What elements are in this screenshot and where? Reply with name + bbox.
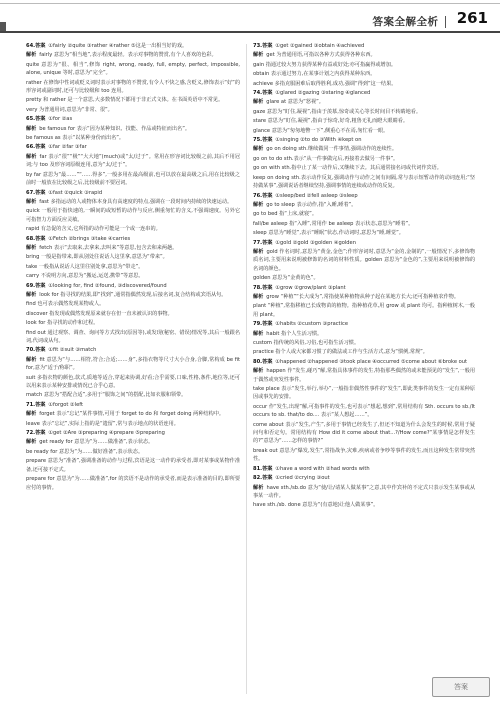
analysis-text: have sth./sb.do 意为“使/让/请某人做某事”之意,其中作宾补的不定式只表示发生某事或从事某一动作。 bbox=[253, 484, 475, 499]
explanation-line: bring 一般是指带来,即从别处往说话人这里拿,意思为“带来”。 bbox=[26, 254, 168, 261]
question-number: 79. bbox=[253, 321, 263, 328]
analysis-text: grow “种植”“长大成为”,常指使某种植物从种子起在某地方长大;还可指种植农作物。 bbox=[266, 293, 460, 300]
answer-tag: 答案 bbox=[262, 284, 273, 291]
header-underline bbox=[0, 31, 500, 33]
analysis-tag: 解析 bbox=[253, 52, 264, 59]
analysis-text: fairly 意思为“相当地”,表示程度最轻。表示对事物的赞赏,有个人喜欢的色彩。 bbox=[39, 52, 217, 59]
answer-line bbox=[253, 320, 475, 328]
answer-text: ①get ②Are ③preparing ④prepare ⑤preparing bbox=[48, 430, 165, 437]
answer-line bbox=[253, 284, 475, 292]
question-number: 71. bbox=[26, 401, 36, 408]
answer-text: ①fit ②suit ③match bbox=[48, 347, 97, 354]
answer-tag: 答案 bbox=[35, 347, 46, 354]
analysis-text: fast 多指运动的人或物体本身具有高速度的特点,强调在一段时间内持续的快速运动。 bbox=[39, 198, 233, 205]
explanation-line: rather 在修饰中性词或贬义词时表示对事物的不赞赏,有令人不快之感,含贬义,修饰表示“好”的形容词或副词时,还可与比较级和 too 连用。 bbox=[26, 79, 240, 95]
answer-tag: 答案 bbox=[35, 401, 46, 408]
analysis-text: forget 表示“忘记”某件事情,可用于 forget to do 和 forget doing 两种结构中。 bbox=[39, 411, 225, 418]
analysis-line bbox=[253, 145, 475, 153]
analysis-tag: 解析 bbox=[26, 411, 37, 418]
answer-tag: 答案 bbox=[262, 239, 273, 246]
analysis-text: get 为普通用语,可指以各种方式获得各种东西。 bbox=[266, 52, 376, 59]
analysis-tag: 解析 bbox=[26, 244, 37, 251]
analysis-line bbox=[253, 293, 475, 301]
corner-stamp: 答案 bbox=[432, 677, 490, 697]
explanation-line: go on with sth.指中止了某一动作后,又继续下去。其后通常接名词或代词作宾语。 bbox=[253, 165, 442, 172]
header-title-wrap bbox=[373, 14, 453, 29]
answer-text: ①have a word with ②had words with bbox=[275, 465, 370, 472]
answer-tag: 答案 bbox=[35, 43, 46, 49]
analysis-text: get ready for 意思为“为……做准备”,表示状态。 bbox=[39, 439, 154, 446]
question-number: 64. bbox=[26, 43, 36, 49]
explanation-line: sleep 意思为“睡觉”,表示“睡眠”状态,作动词时,意思为“睡,睡觉”。 bbox=[253, 230, 404, 237]
explanation-line: practice 指个人或大家都习惯了的做法或工作与生活方式,意为“惯例,常规”。 bbox=[253, 349, 428, 356]
analysis-tag: 解析 bbox=[26, 291, 37, 298]
answer-tag: 答案 bbox=[35, 235, 46, 242]
analysis-tag: 解析 bbox=[26, 356, 37, 363]
answer-line bbox=[26, 346, 240, 354]
answer-line bbox=[26, 143, 240, 151]
explanation-line: custom 指传统的风俗,习俗,也可指生活习惯。 bbox=[253, 340, 360, 346]
answer-line bbox=[253, 89, 475, 97]
analysis-line bbox=[26, 198, 240, 206]
explanation-line: gain 指通过较大努力获得某种有益或好处;亦可指赢得或增加。 bbox=[253, 61, 396, 68]
question-number: 76. bbox=[253, 192, 263, 199]
header-top-rule bbox=[0, 3, 500, 4]
answer-line bbox=[253, 136, 475, 144]
explanation-line: leave 表示“忘记”,实际上指的是“遗留”,常与表示地点的状语连用。 bbox=[26, 420, 179, 427]
left-column bbox=[26, 42, 240, 697]
analysis-text: go to sleep 表示动作,指“入睡,睡着”。 bbox=[266, 201, 357, 208]
explanation-line: stare 意思为“盯住,凝视”,指由于惊奇,好奇,粗鲁无礼而瞪大眼睛看。 bbox=[253, 118, 409, 125]
answer-line bbox=[253, 474, 475, 482]
analysis-text: fit 意思为“与……相符,符合;合适;……身”,多指衣物等尺寸大小合身,合脚,常构成 be fit for,意为“适于/称职”。 bbox=[26, 356, 240, 372]
analysis-text: far 表示“很”“极”“大大地”(much)或“太/过于”。常用在形容词比较级之前,其后不用冠词;与 too 及形容词原级连用,意为“太/过于”。 bbox=[26, 153, 240, 169]
explanation-line: find 也可表示偶然发现某物或人。 bbox=[26, 301, 105, 308]
explanation-line: have sth./sb. done 意思为“(有意地)让他人做某事”。 bbox=[253, 502, 379, 509]
question-number: 69. bbox=[26, 282, 36, 289]
explanation-line: look for 指寻找的动作和过程。 bbox=[26, 320, 99, 327]
answer-tag: 答案 bbox=[35, 144, 46, 151]
analysis-tag: 解析 bbox=[253, 201, 264, 208]
question-number: 78. bbox=[253, 284, 263, 291]
question-number: 72. bbox=[26, 430, 36, 437]
analysis-line bbox=[253, 98, 475, 106]
analysis-line bbox=[26, 125, 240, 133]
answer-line bbox=[26, 189, 240, 197]
answer-text: ①sleep/bed ②fell asleep ③sleep bbox=[275, 192, 358, 199]
answer-line bbox=[253, 192, 475, 200]
explanation-line: golden 意思为“金黄的色”。 bbox=[253, 275, 319, 282]
analysis-tag: 解析 bbox=[26, 153, 37, 160]
header-separator bbox=[445, 16, 447, 28]
page-number: 261 bbox=[456, 9, 488, 27]
explanation-line: obtain 表示通过努力,在某事计划之内获得某种东西。 bbox=[253, 71, 376, 78]
explanation-line: very 为普通用词,意思为“非常、很”。 bbox=[26, 106, 113, 113]
analysis-tag: 解析 bbox=[26, 198, 37, 205]
answer-tag: 答案 bbox=[262, 90, 273, 97]
question-number: 67. bbox=[26, 189, 36, 196]
analysis-tag: 解析 bbox=[26, 439, 37, 446]
answer-tag: 答案 bbox=[262, 475, 273, 482]
analysis-text: gold 作名词时,意思为“黄金,金色”;作形容词时,意思为“金的,金制的”,一般情况下,多修饰物质名词,主要用来说明被修饰的名词的材料性质。golden 意思为“金色的”,主要用来说明被修饰的名词的颜色。 bbox=[253, 248, 475, 272]
explanation-line: take place 表示“发生,举行,举办”,一般指非偶然性事件的“发生”,即此类事件的发生一定有某种原因或事先的安排。 bbox=[253, 386, 475, 401]
column-divider bbox=[246, 44, 247, 694]
explanation-line: glance 意思为“匆匆地瞥一下”,侧重心不在焉,匆忙看一眼。 bbox=[253, 127, 389, 134]
question-number: 80. bbox=[253, 358, 263, 365]
explanation-line: break out 意思为“爆发,发生”,常指战争,灾难,疾病或者争吵等事件的发生,而且这种发生常带突然性。 bbox=[253, 447, 475, 463]
question-number: 82. bbox=[253, 475, 263, 482]
answer-text: ①Fetch ②brings ③take ④carries bbox=[48, 235, 131, 242]
answer-text: ①cried ②crying ③out bbox=[275, 475, 330, 482]
question-number: 65. bbox=[26, 116, 36, 123]
explanation-line: fall/be asleep 指“入睡”,常用作 be asleep 表示状态,意思为“睡着”。 bbox=[253, 220, 414, 227]
question-number: 74. bbox=[253, 90, 263, 97]
answer-line bbox=[26, 42, 240, 50]
explanation-line: by far 意思为“最……”“……得多”,一般多用在最高级前,也可以放在最高级之后,用在比较级之前时一般放在比较级之后,比较级前不要冠词。 bbox=[26, 171, 240, 187]
question-number: 68. bbox=[26, 235, 36, 242]
analysis-line bbox=[26, 51, 240, 59]
answer-tag: 答案 bbox=[262, 43, 273, 49]
analysis-text: look for 指寻找的结果,即“找到”,通常指偶然发现,后接名词,复合结构或宾语从句。 bbox=[39, 291, 227, 298]
answer-line bbox=[253, 42, 475, 50]
explanation-line: be ready for 意思为“为……做好准备”,表示状态。 bbox=[26, 448, 144, 455]
analysis-tag: 解析 bbox=[253, 330, 264, 337]
analysis-tag: 解析 bbox=[253, 99, 264, 106]
answer-text: ①looking for, find ②found, ③discovered/found bbox=[48, 282, 167, 289]
answer-text: ①glared ②gazing ③staring ④glanced bbox=[275, 90, 371, 97]
question-number: 81. bbox=[253, 465, 263, 472]
explanation-line: prepare 意思为“准备”,强调准备的动作与过程,宾语是这一动作的承受者,即对某事或某物作准备,还可接不定式。 bbox=[26, 458, 240, 473]
answer-text: ①far ②far ③far bbox=[48, 144, 87, 151]
explanation-line: go to bed 指“上床,就寝”。 bbox=[253, 211, 317, 218]
answer-tag: 答案 bbox=[262, 358, 273, 365]
explanation-line: discover 指发现或偶然发现原来就存在但一直未被认识的事物。 bbox=[26, 310, 173, 317]
analysis-line bbox=[253, 201, 475, 209]
analysis-line bbox=[253, 51, 475, 59]
explanation-line: achieve 多指克服困难后取得胜利,成功,强调“得到”这一结果。 bbox=[253, 80, 397, 87]
analysis-line bbox=[253, 484, 475, 501]
answer-tag: 答案 bbox=[262, 465, 273, 472]
explanation-line: quite 意思为“很、相当”,修饰 right, wrong, ready, full, empty, perfect, impossible, alone, unique 等时,意思为“完全”。 bbox=[26, 61, 240, 77]
answer-text: ①get ②gained ③obtain ④achieved bbox=[275, 43, 365, 49]
answer-tag: 答案 bbox=[35, 282, 46, 289]
answer-text: ①fast ②quick ③rapid bbox=[48, 189, 103, 196]
analysis-text: fetch 表示“去取来,去拿来,去叫来”等意思,包含去和来两趟。 bbox=[39, 244, 178, 251]
explanation-line: carry 不说明方向,意思为“搬运,运送,携带”等意思。 bbox=[26, 273, 144, 280]
answer-text: ①habits ②custom ③practice bbox=[275, 321, 348, 328]
analysis-line bbox=[26, 410, 240, 418]
right-column bbox=[253, 42, 475, 697]
answer-text: ①gold ②gold ③golden ④golden bbox=[275, 239, 356, 246]
explanation-line: gaze 意思为“盯住,凝视”,指由于羡慕,惊奇或关心等长时间目不转睛地看。 bbox=[253, 108, 422, 115]
explanation-line: quick 一般用于指快速的,一瞬间的或短暂的动作与反应,侧重匆忙的含义,不强调速度。另外它可指智力方面反应灵敏。 bbox=[26, 208, 240, 223]
answer-line bbox=[26, 235, 240, 243]
question-number: 70. bbox=[26, 347, 36, 354]
analysis-line bbox=[26, 438, 240, 446]
header-title: 答案全解全析 bbox=[372, 16, 439, 28]
answer-tag: 答案 bbox=[35, 189, 46, 196]
explanation-line: take 一般指从说话人这里往别处拿,意思为“带走”。 bbox=[26, 263, 144, 270]
analysis-tag: 解析 bbox=[253, 293, 264, 300]
answer-tag: 答案 bbox=[262, 321, 273, 328]
answer-text: ①singing ②to do ③With ④kept on bbox=[275, 137, 362, 144]
answer-line bbox=[26, 429, 240, 437]
answer-text: ①grow ②grow/plant ③plant bbox=[275, 284, 346, 291]
analysis-tag: 解析 bbox=[26, 125, 37, 132]
analysis-text: happen 作“发生,碰巧”解,常指具体事件的发生,特指那些偶然的或未能预见的“发生”,一般用于偶然或突发性事件。 bbox=[253, 368, 475, 383]
answer-tag: 答案 bbox=[35, 430, 46, 437]
analysis-text: habit 指个人生活习惯。 bbox=[266, 330, 323, 337]
answer-line bbox=[253, 465, 475, 473]
answer-line bbox=[253, 239, 475, 247]
analysis-text: glare at 意思为“怒视”。 bbox=[266, 99, 324, 106]
analysis-line bbox=[26, 356, 240, 373]
analysis-text: be famous for 表示“因为某种知识、技能、作品或特征而出名”。 bbox=[39, 125, 191, 132]
question-number: 66. bbox=[26, 144, 36, 151]
explanation-line: suit 多指衣物的颜色,款式,质地等适合,穿起来协调,好看;合乎需要,口味,性格,条件,地位等,还可以用来表示某种安排或情况已合乎心意。 bbox=[26, 374, 240, 390]
answer-text: ①for ②as bbox=[48, 116, 73, 123]
question-number: 73. bbox=[253, 43, 263, 49]
analysis-line bbox=[253, 330, 475, 338]
explanation-line: prepare for 意思为“为……做准备”,for 的宾语不是动作的承受者,而是表示准备的目的,即所要应付的事情。 bbox=[26, 476, 240, 491]
analysis-tag: 解析 bbox=[253, 146, 264, 153]
analysis-tag: 解析 bbox=[253, 248, 264, 255]
explanation-line: pretty 和 rather 是一个意思,大多数情况下都用于非正式文体。在书面英语中不常见。 bbox=[26, 97, 224, 104]
analysis-tag: 解析 bbox=[253, 368, 264, 375]
explanation-line: find out 通过观察、调查、询问等方式找出(原因等),或发现(秘密、错误)情况等,其后一般跟名词,代词或从句。 bbox=[26, 329, 240, 344]
explanation-line: rapid 有急促的含义,它所指的动作可能是一个或一连串的。 bbox=[26, 226, 161, 233]
answer-tag: 答案 bbox=[35, 116, 46, 123]
analysis-line bbox=[26, 244, 240, 252]
explanation-line: be famous as 表示“以某种身份而出名”。 bbox=[26, 135, 125, 142]
answer-line bbox=[26, 282, 240, 290]
explanation-line: plant “种植”,常指移植已长成物苗的植物。指种植花草,用 grow 或 plant 均可。指种植树木,一般用 plant。 bbox=[253, 303, 475, 318]
answer-text: ①fairly ②quite ③rather ④rather ⑤这是一出相当好的戏。 bbox=[48, 43, 188, 49]
question-number: 75. bbox=[253, 137, 263, 144]
answer-text: ①happened ②happened ③took place ④occurred ⑤come about ⑥broke out bbox=[275, 358, 468, 365]
analysis-line bbox=[26, 291, 240, 299]
explanation-line: go on to do sth.表示“从一件事做完后,再接着去做另一件事”。 bbox=[253, 155, 399, 162]
explanation-line: match 意思为“搭配合适”,多用于“服饰之间”的搭配,比如衣服和领带。 bbox=[26, 392, 187, 399]
analysis-tag: 解析 bbox=[253, 484, 264, 491]
analysis-text: go on doing sth.继续做同一件事情,强调动作的连续性。 bbox=[266, 146, 397, 153]
analysis-line bbox=[253, 248, 475, 273]
answer-text: ①forgot ②left bbox=[48, 401, 83, 408]
question-number: 77. bbox=[253, 239, 263, 246]
answer-line bbox=[253, 358, 475, 366]
answer-tag: 答案 bbox=[262, 137, 273, 144]
explanation-line: occur 作“发生,出现”解,可指事件的发生,也可表示“想起,想到”,常用结构有 Sth. occurs to sb./It occurs to sb. that/to do.... 表示“某人想起……”。 bbox=[253, 403, 475, 419]
analysis-line bbox=[26, 153, 240, 170]
explanation-line: come about 表示“发生,产生”,多用于事情已经发生了,但还不知道为什么会发生的时候,常用于疑问句和否定句。常用结构有 How did it come about that...?/How come?“某事情是怎样发生的?”意思为“……怎样的事情?” bbox=[253, 421, 475, 445]
page-header bbox=[0, 0, 500, 34]
answer-tag: 答案 bbox=[262, 192, 273, 199]
answer-line bbox=[26, 401, 240, 409]
analysis-tag: 解析 bbox=[26, 52, 37, 59]
explanation-line: keep on doing sth.表示动作反复,强调动作与动作之间有间隔,常与表示短暂动作的动词连用;“坚持做某事”,强调说话者继续坚持,强调事情的连续或动作的反复。 bbox=[253, 174, 475, 190]
answer-line bbox=[26, 115, 240, 123]
analysis-line bbox=[253, 367, 475, 384]
